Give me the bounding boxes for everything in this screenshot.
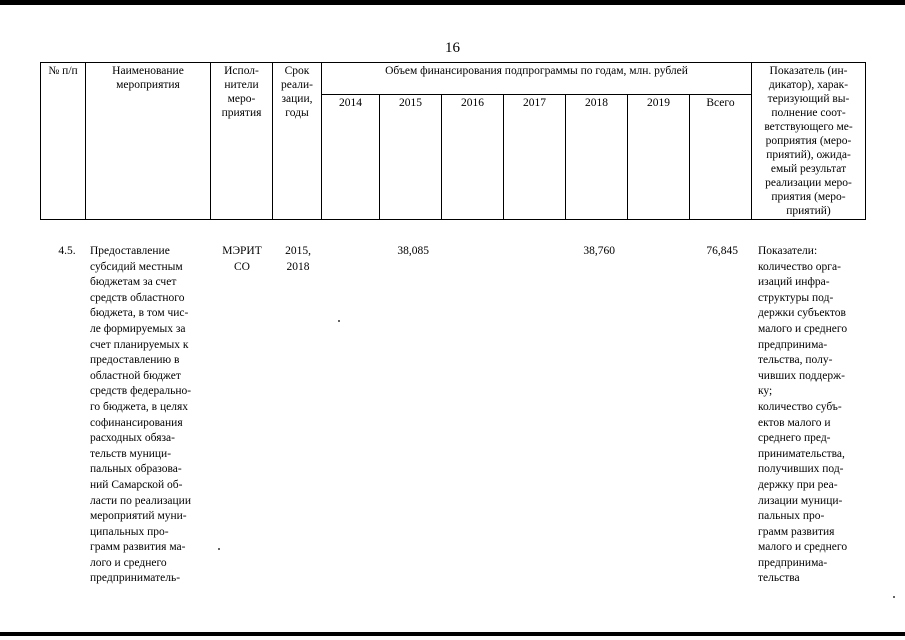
scan-speck [218,548,220,550]
row-indicator: Показатели: количество орга- изаций инфра- структуры под- держки субъектов малого и среднего предпринима- тельства, полу- чивших поддерж- ку; количество субъ- ектов малого и среднего пред- принимательства, получивших под- держку при реа- лизации муници- пальных про- грамм развития малого и среднего предпринима- тельства [758,244,862,587]
header-funding-title: Объем финансирования подпрограммы по годам, млн. рублей [322,63,752,95]
scan-speck [893,596,895,598]
header-term: Срок реали- зации, годы [273,63,322,220]
header-year-2016: 2016 [442,94,504,219]
funding-table-header [40,62,866,220]
header-name: Наименование мероприятия [86,63,211,220]
header-year-2017: 2017 [504,94,566,219]
row-value-total: 76,845 [706,245,738,257]
top-rule [0,0,905,5]
row-executor: МЭРИТ СО [222,245,262,273]
header-year-2014: 2014 [322,94,380,219]
page-number: 16 [445,40,460,56]
header-year-2018: 2018 [566,94,628,219]
header-num: № п/п [41,63,86,220]
row-index: 4.5. [58,245,76,257]
bottom-rule [0,632,905,636]
row-value-2015: 38,085 [397,245,429,257]
header-year-2019: 2019 [628,94,690,219]
indicator-title: Показатели: [758,245,818,257]
header-total: Всего [690,94,752,219]
row-description: Предоставление субсидий местным бюджетам за счет средств областного бюджета, в том чис- ле формируемых за счет планируемых к предоставлению в областной бюджет средств федерально- го бюджета, в целях софинансирования расходных обяза- тельств муници- пальных образова- ний Самарской об- ласти по реализации мероприятий муни- ципальных про- грамм развития ма- лого и среднего предприниматель- [90,245,192,585]
header-executors: Испол- нители меро- приятия [211,63,273,220]
row-term: 2015, 2018 [285,245,311,273]
header-year-2015: 2015 [380,94,442,219]
scan-speck [338,320,340,322]
header-indicator: Показатель (ин- дикатор), харак- теризующий вы- полнение соот- ветствующего ме- роприятия (меро- приятий), ожида- емый результат реализации меро- приятия (меро- приятий) [752,63,866,220]
row-value-2018: 38,760 [583,245,615,257]
